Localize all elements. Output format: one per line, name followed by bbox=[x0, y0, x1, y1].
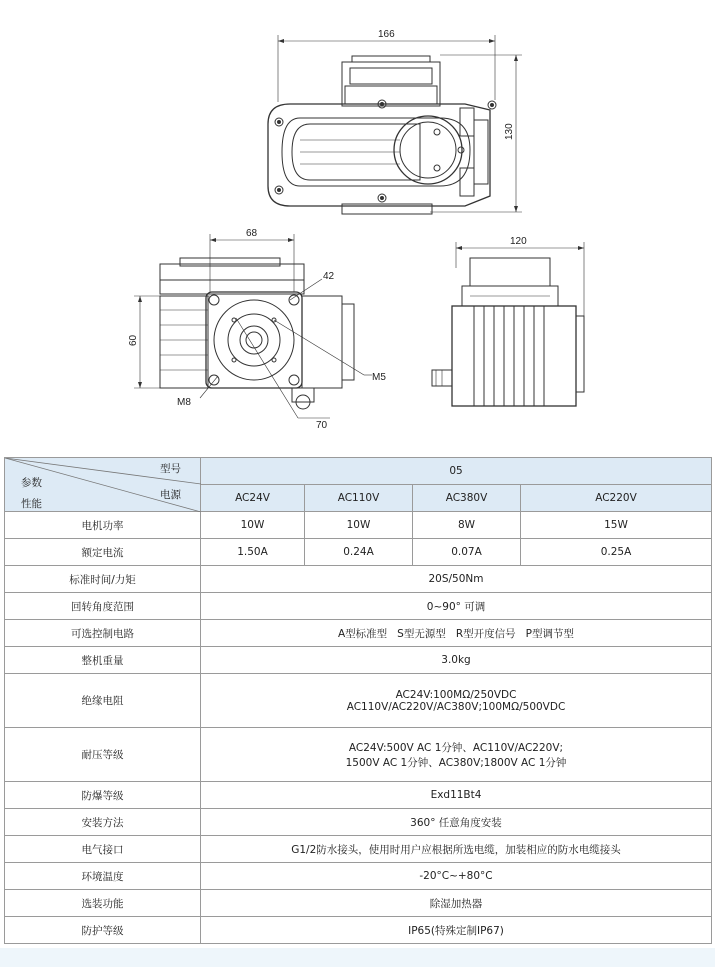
cell-value: 1.50A bbox=[201, 539, 305, 566]
dim-flange-label: 42 bbox=[323, 271, 335, 282]
table-row bbox=[5, 917, 712, 944]
dim-front-width: 68 bbox=[246, 228, 258, 239]
model-value: 05 bbox=[201, 458, 712, 485]
row-label: 安装方法 bbox=[5, 809, 201, 836]
table-row bbox=[5, 620, 712, 647]
dim-screw-label: M5 bbox=[372, 372, 386, 383]
cell-value: A型标准型 S型无源型 R型开度信号 P型调节型 bbox=[201, 620, 712, 647]
param-header-label: 参数 bbox=[21, 477, 42, 489]
technical-drawing bbox=[0, 0, 715, 445]
spec-table bbox=[4, 457, 712, 944]
row-label: 回转角度范围 bbox=[5, 593, 201, 620]
row-label: 额定电流 bbox=[5, 539, 201, 566]
perf-header-label: 性能 bbox=[21, 498, 42, 510]
dim-diameter-label: 70 bbox=[316, 420, 328, 431]
cell-line: AC24V:100MΩ/250VDC bbox=[395, 688, 517, 701]
row-label: 选装功能 bbox=[5, 890, 201, 917]
table-row bbox=[5, 809, 712, 836]
side-view bbox=[432, 242, 584, 406]
row-label: 耐压等级 bbox=[5, 728, 201, 782]
cell-value: 15W bbox=[521, 512, 712, 539]
row-label: 整机重量 bbox=[5, 647, 201, 674]
cell-value-multiline bbox=[201, 674, 712, 728]
bottom-band bbox=[0, 948, 715, 967]
model-header-label: 型号 bbox=[160, 463, 181, 475]
cell-value: Exd11Bt4 bbox=[201, 782, 712, 809]
table-row bbox=[5, 647, 712, 674]
table-row bbox=[5, 674, 712, 728]
cell-line: AC110V/AC220V/AC380V;100MΩ/500VDC bbox=[346, 700, 566, 713]
cell-value: 0.25A bbox=[521, 539, 712, 566]
cell-value: 0.24A bbox=[305, 539, 413, 566]
dim-top-width: 166 bbox=[378, 29, 395, 40]
cell-value-multiline bbox=[201, 728, 712, 782]
voltage-header: AC220V bbox=[521, 485, 712, 512]
table-row bbox=[5, 890, 712, 917]
corner-header bbox=[5, 458, 201, 512]
dim-front-height: 60 bbox=[128, 334, 139, 346]
cell-value: 20S/50Nm bbox=[201, 566, 712, 593]
table-row bbox=[5, 593, 712, 620]
voltage-header: AC24V bbox=[201, 485, 305, 512]
row-label: 防爆等级 bbox=[5, 782, 201, 809]
dim-top-height: 130 bbox=[504, 123, 515, 140]
voltage-header: AC380V bbox=[413, 485, 521, 512]
row-label: 绝缘电阻 bbox=[5, 674, 201, 728]
table-row bbox=[5, 539, 712, 566]
cell-value: 除湿加热器 bbox=[201, 890, 712, 917]
row-label: 电机功率 bbox=[5, 512, 201, 539]
table-row bbox=[5, 728, 712, 782]
cell-value: 10W bbox=[201, 512, 305, 539]
row-label: 电气接口 bbox=[5, 836, 201, 863]
cell-line: 1500V AC 1分钟、AC380V;1800V AC 1分钟 bbox=[345, 756, 567, 769]
table-row bbox=[5, 863, 712, 890]
cell-value: 360° 任意角度安装 bbox=[201, 809, 712, 836]
top-view bbox=[268, 35, 522, 214]
cell-value: G1/2防水接头，使用时用户应根据所选电缆，加装相应的防水电缆接头 bbox=[201, 836, 712, 863]
table-row bbox=[5, 836, 712, 863]
cell-value: 0.07A bbox=[413, 539, 521, 566]
row-label: 标准时间/力矩 bbox=[5, 566, 201, 593]
row-label: 可选控制电路 bbox=[5, 620, 201, 647]
cell-value: 10W bbox=[305, 512, 413, 539]
row-label: 环境温度 bbox=[5, 863, 201, 890]
cell-line: AC24V:500V AC 1分钟、AC110V/AC220V; bbox=[348, 741, 564, 754]
cell-value: IP65(特殊定制IP67) bbox=[201, 917, 712, 944]
power-header-label: 电源 bbox=[160, 489, 181, 501]
cell-value: 3.0kg bbox=[201, 647, 712, 674]
dim-bolt-label: M8 bbox=[177, 397, 191, 408]
cell-value: 8W bbox=[413, 512, 521, 539]
table-row bbox=[5, 512, 712, 539]
table-row bbox=[5, 566, 712, 593]
voltage-header: AC110V bbox=[305, 485, 413, 512]
cell-value: -20°C~+80°C bbox=[201, 863, 712, 890]
table-row bbox=[5, 782, 712, 809]
cell-value: 0~90° 可调 bbox=[201, 593, 712, 620]
front-view bbox=[134, 234, 372, 418]
dim-side-width: 120 bbox=[510, 236, 527, 247]
row-label: 防护等级 bbox=[5, 917, 201, 944]
